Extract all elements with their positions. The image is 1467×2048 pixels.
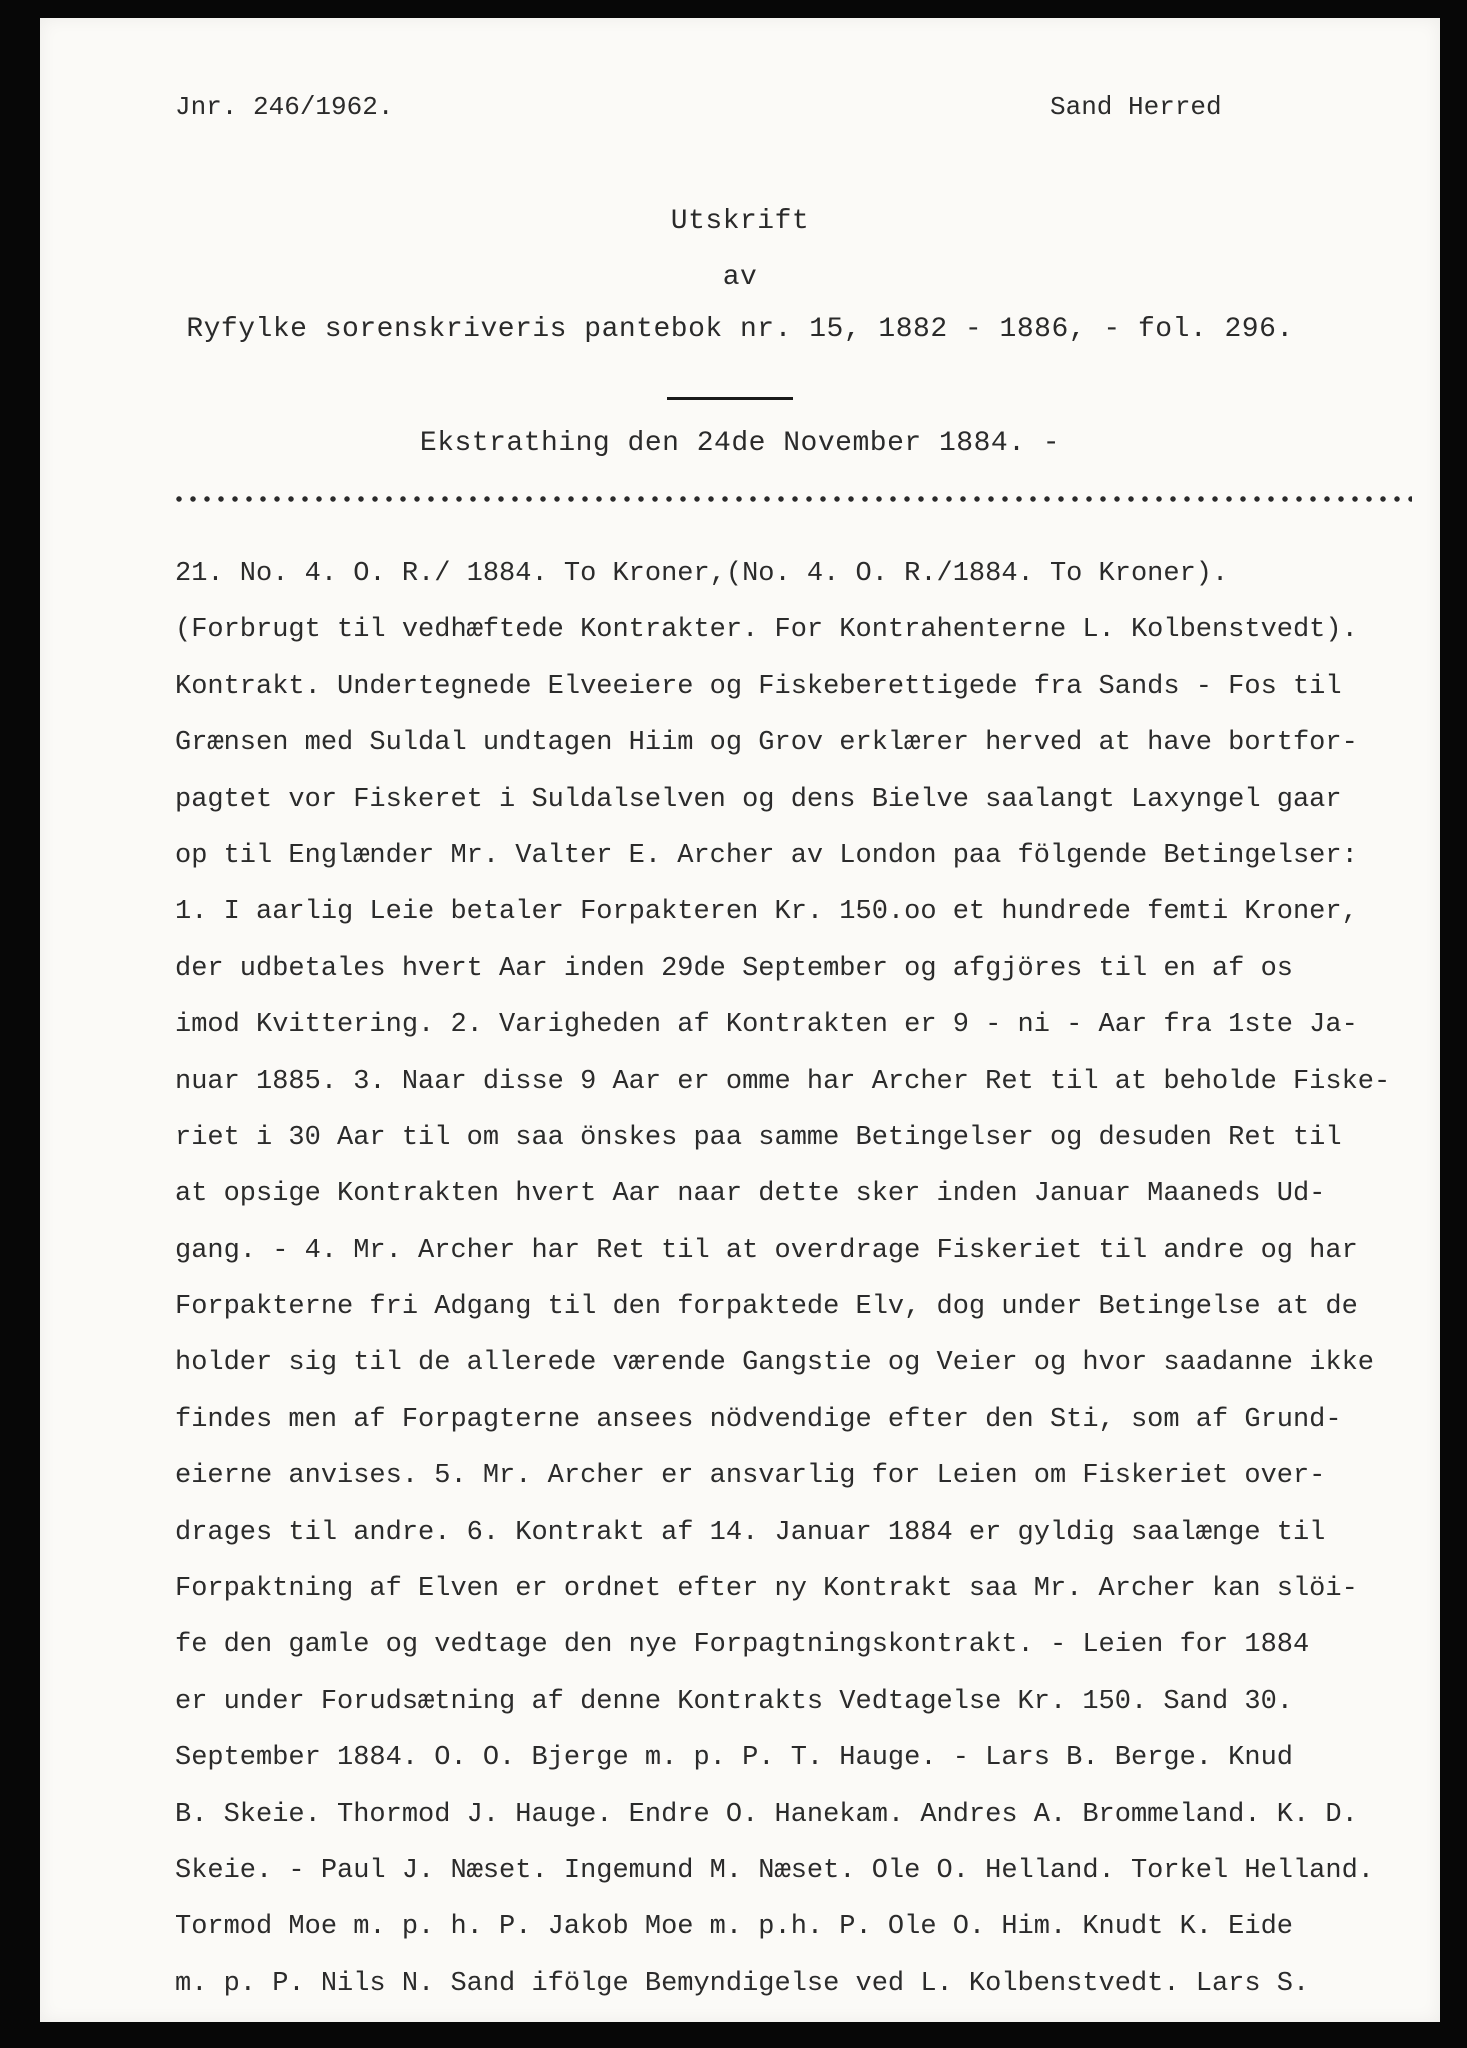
session-heading: Ekstrathing den 24de November 1884. - [419, 428, 1061, 459]
body-line: B. Skeie. Thormod J. Hauge. Endre O. Hanekam. Andres A. Brommeland. K. D. [175, 1799, 1358, 1830]
body-line: op til Englænder Mr. Valter E. Archer av London paa fölgende Betingelser: [175, 840, 1358, 871]
district-name: Sand Herred [1050, 92, 1222, 122]
source-reference: Ryfylke sorenskriveris pantebok nr. 15, 1882 - 1886, - fol. 296. [186, 314, 1294, 345]
body-line: Skeie. - Paul J. Næset. Ingemund M. Næset. Ole O. Helland. Torkel Helland. [175, 1855, 1374, 1886]
body-line: nuar 1885. 3. Naar disse 9 Aar er omme har Archer Ret til at beholde Fiske- [175, 1066, 1391, 1097]
dotted-divider [172, 492, 1412, 506]
body-line: drages til andre. 6. Kontrakt af 14. Januar 1884 er gyldig saalænge til [175, 1517, 1326, 1548]
body-line: at opsige Kontrakten hvert Aar naar dette sker inden Januar Maaneds Ud- [175, 1179, 1326, 1210]
body-line: riet i 30 Aar til om saa önskes paa samme Betingelser og desuden Ret til [175, 1122, 1342, 1153]
body-line: eierne anvises. 5. Mr. Archer er ansvarlig for Leien om Fiskeriet over- [175, 1461, 1326, 1492]
body-line: der udbetales hvert Aar inden 29de September og afgjöres til en af os [175, 953, 1293, 984]
body-line: Forpaktning af Elven er ordnet efter ny Kontrakt saa Mr. Archer kan slöi- [175, 1574, 1358, 1605]
body-line: (Forbrugt til vedhæftede Kontrakter. For Kontrahenterne L. Kolbenstvedt). [175, 615, 1358, 646]
body-line: 21. No. 4. O. R./ 1884. To Kroner,(No. 4. O. R./1884. To Kroner). [175, 559, 1229, 589]
separator-rule [667, 397, 793, 400]
body-line: Grænsen med Suldal undtagen Hiim og Grov erklærer herved at have bortfor- [175, 728, 1358, 759]
body-line: fe den gamle og vedtage den nye Forpagtningskontrakt. - Leien for 1884 [175, 1630, 1310, 1661]
body-line: er under Forudsætning af denne Kontrakts Vedtagelse Kr. 150. Sand 30. [175, 1686, 1293, 1717]
body-line: Forpakterne fri Adgang til den forpaktede Elv, dog under Betingelse at de [175, 1292, 1358, 1323]
document-page [40, 18, 1440, 2022]
body-line: imod Kvittering. 2. Varigheden af Kontrakten er 9 - ni - Aar fra 1ste Ja- [175, 1010, 1358, 1041]
body-line: holder sig til de allerede værende Gangstie og Veier og hvor saadanne ikke [175, 1348, 1374, 1379]
body-line: pagtet vor Fiskeret i Suldalselven og dens Bielve saalangt Laxyngel gaar [175, 784, 1342, 815]
body-line: September 1884. O. O. Bjerge m. p. P. T. Hauge. - Lars B. Berge. Knud [175, 1743, 1293, 1774]
document-body [175, 546, 1425, 2012]
body-line: m. p. P. Nils N. Sand ifölge Bemyndigelse ved L. Kolbenstvedt. Lars S. [175, 1968, 1310, 1999]
journal-number: Jnr. 246/1962. [175, 92, 394, 122]
body-line: Kontrakt. Undertegnede Elveeiere og Fiskeberettigede fra Sands - Fos til [175, 671, 1342, 702]
document-subtitle: av [722, 262, 758, 293]
body-line: gang. - 4. Mr. Archer har Ret til at overdrage Fiskeriet til andre og har [175, 1235, 1358, 1266]
body-line: findes men af Forpagterne ansees nödvendige efter den Sti, som af Grund- [175, 1404, 1342, 1435]
document-title: Utskrift [670, 206, 810, 237]
body-line: Tormod Moe m. p. h. P. Jakob Moe m. p.h. P. Ole O. Him. Knudt K. Eide [175, 1912, 1293, 1943]
body-line: 1. I aarlig Leie betaler Forpakteren Kr. 150.oo et hundrede femti Kroner, [175, 897, 1358, 928]
